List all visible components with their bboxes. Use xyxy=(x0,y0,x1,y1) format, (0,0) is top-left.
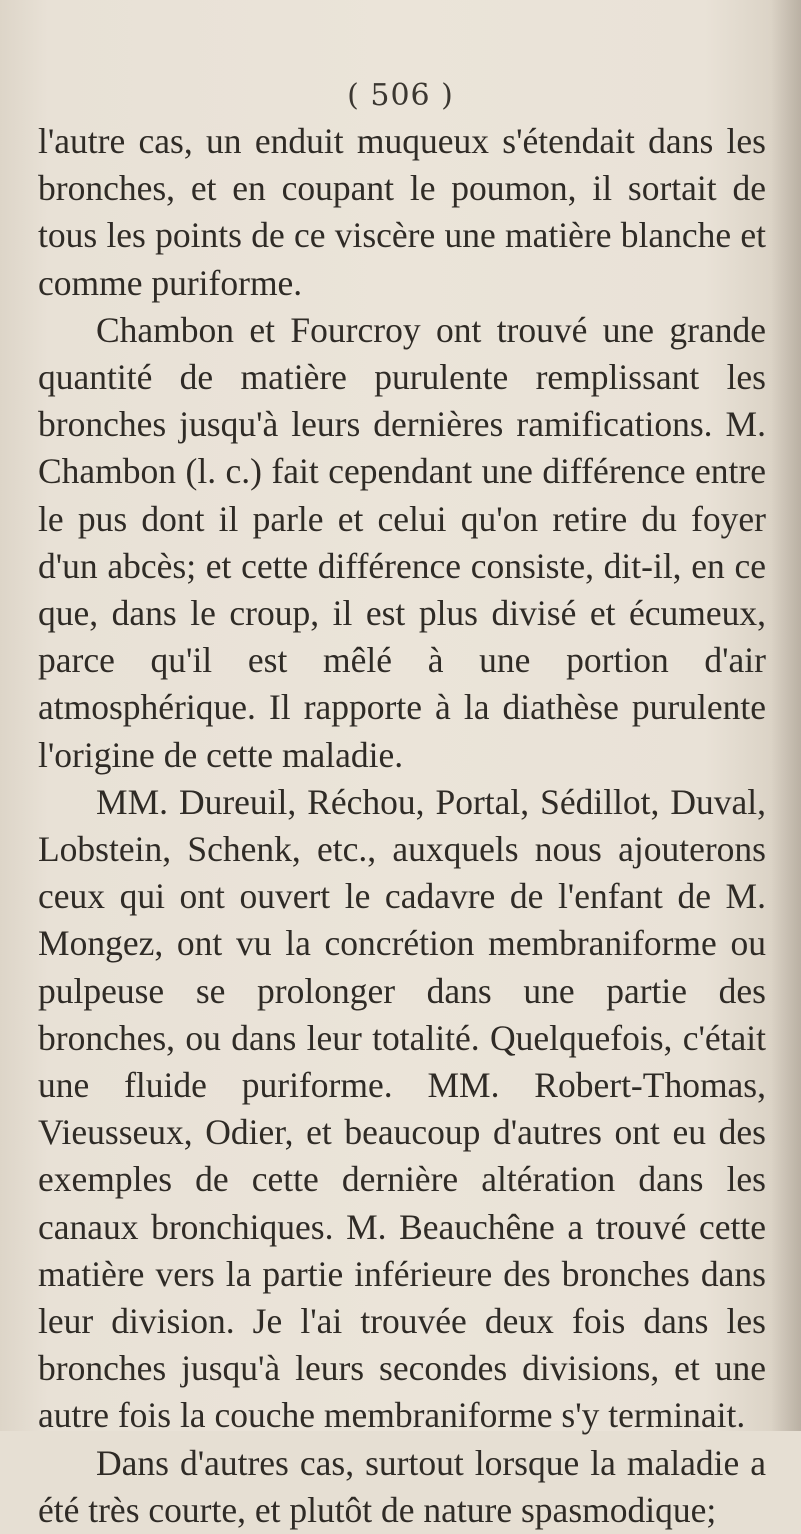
paragraph-4: Dans d'autres cas, surtout lorsque la maladie a été très courte, et plutôt de nature spasmodique; xyxy=(38,1442,766,1530)
body-text xyxy=(38,118,766,1534)
paragraph-1: l'autre cas, un enduit muqueux s'étendait dans les bronches, et en coupant le poumon, il sortait de tous les points de ce viscère une matière blanche et comme puriforme. xyxy=(38,121,766,303)
page-number: ( 506 ) xyxy=(347,78,454,113)
paragraph-3: MM. Dureuil, Réchou, Portal, Sédillot, Duval, Lobstein, Schenk, etc., auxquels nous ajouterons ceux qui ont ouvert le cadavre de l'enfant de M. Mongez, ont vu la concrétion membraniforme ou pulpeuse se prolonger dans une partie des bronches, ou dans leur totalité. Quelquefois, c'était une fluide puriforme. MM. Robert-Thomas, Vieusseux, Odier, et beaucoup d'autres ont eu des exemples de cette dernière altération dans les canaux bronchiques. M. Beauchêne a trouvé cette matière vers la partie inférieure des bronches dans leur division. Je l'ai trouvée deux fois dans les bronches jusqu'à leurs secondes divisions, et une autre fois la couche membraniforme s'y terminait. xyxy=(38,781,766,1436)
paragraph-2: Chambon et Fourcroy ont trouvé une grande quantité de matière purulente remplissant les bronches jusqu'à leurs dernières ramifications. M. Chambon (l. c.) fait cependant une différence entre le pus dont il parle et celui qu'on retire du foyer d'un abcès; et cette différence consiste, dit-il, en ce que, dans le croup, il est plus divisé et écumeux, parce qu'il est mêlé à une portion d'air atmosphérique. Il rapporte à la diathèse purulente l'origine de cette maladie. xyxy=(38,309,766,775)
page-edge-shadow xyxy=(771,0,801,1431)
